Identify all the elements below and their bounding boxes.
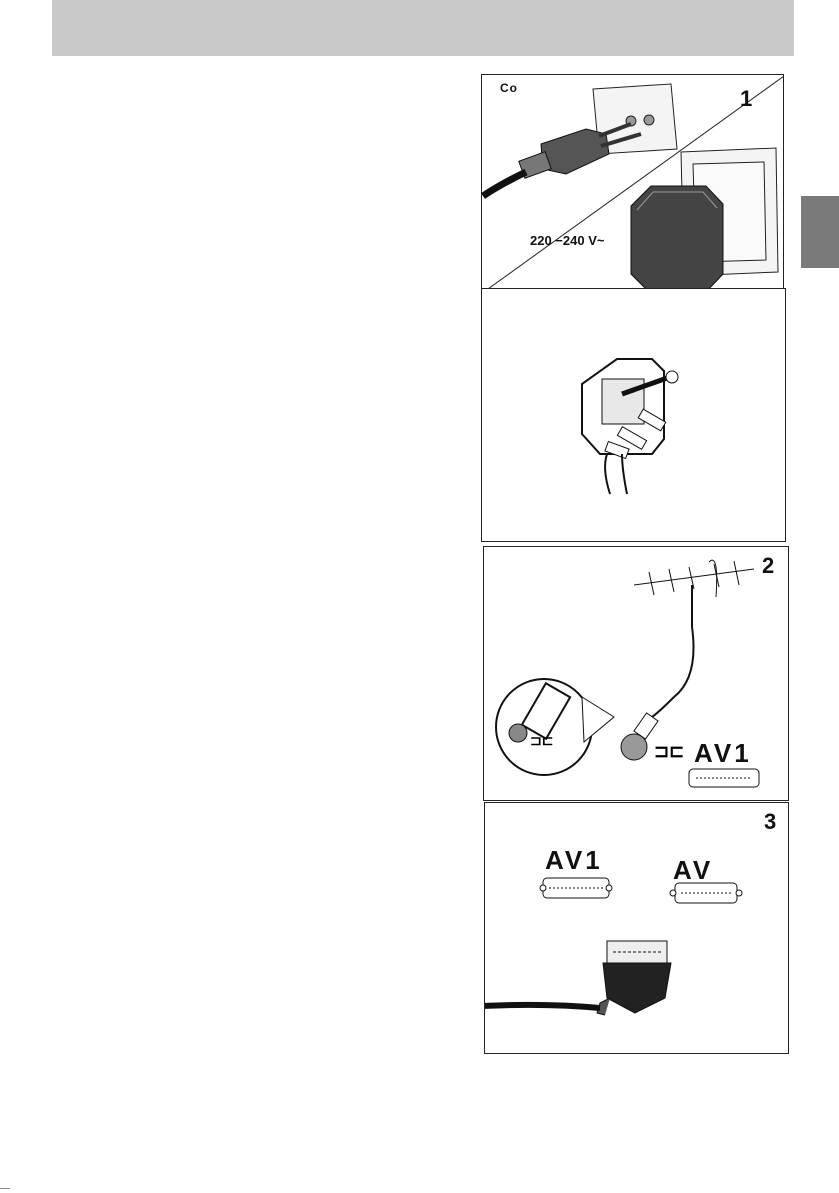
- scart-illustration: [484, 802, 789, 1054]
- step-number-1: 1: [740, 86, 753, 111]
- euro-plug-icon: [481, 74, 784, 315]
- av1-label-scart: AV1: [545, 845, 603, 875]
- svg-text:⊐⊏: ⊐⊏: [530, 732, 554, 748]
- footer-mark: [0, 1188, 10, 1189]
- scart-plug-icon: [485, 803, 788, 1053]
- section-tab: [801, 196, 839, 268]
- voltage-label: 220 −240 V~: [530, 233, 605, 248]
- step-number-3: 3: [764, 809, 777, 834]
- svg-text:⊐⊏: ⊐⊏: [654, 741, 685, 761]
- power-illustration: [481, 74, 784, 315]
- fuse-illustration: [481, 288, 786, 542]
- header-bar: [52, 0, 794, 56]
- fuse-icon: [482, 289, 785, 541]
- code-label: Co: [500, 81, 518, 95]
- step-number-2: 2: [762, 553, 775, 578]
- av-label-scart: AV: [673, 855, 714, 885]
- av1-label: AV1: [694, 738, 752, 768]
